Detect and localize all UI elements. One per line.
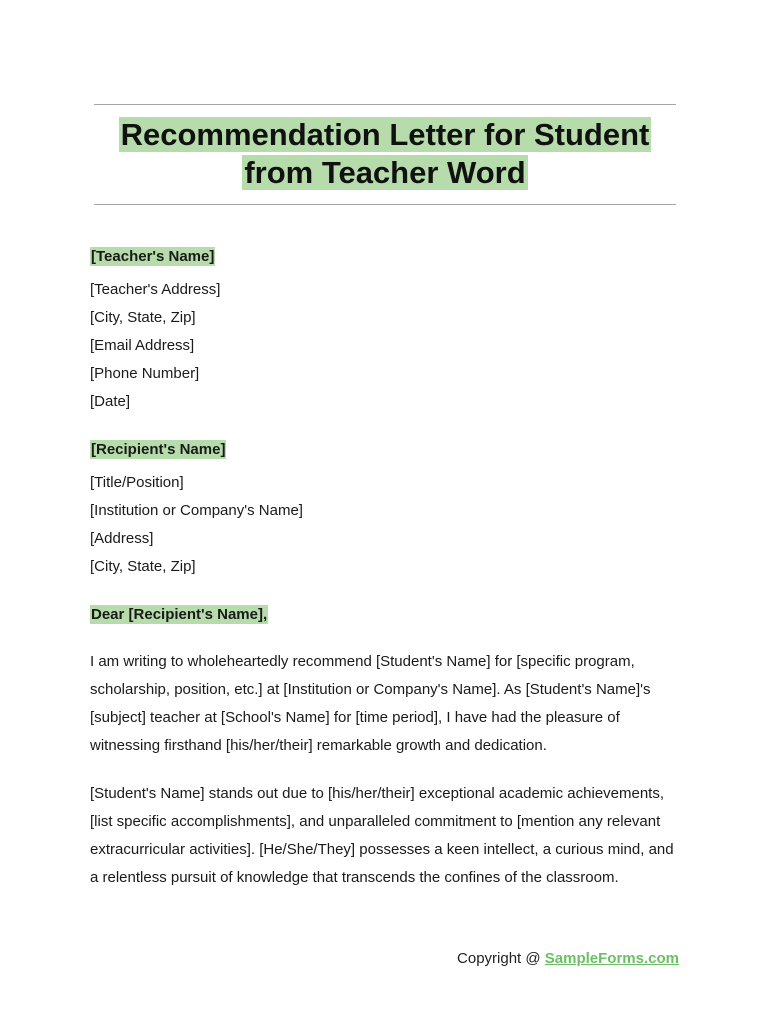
title-line-1: Recommendation Letter for Student: [120, 117, 650, 152]
body-paragraph-2: [90, 780, 690, 892]
paragraph-line: [Student's Name] stands out due to [his/her/their] exceptional academic achievements,: [90, 785, 665, 802]
teacher-phone: [Phone Number]: [90, 365, 200, 382]
recipient-institution: [Institution or Company's Name]: [90, 502, 303, 519]
teacher-name-text: [Teacher's Name]: [91, 248, 215, 265]
copyright-text: Copyright @: [457, 950, 545, 967]
sampleforms-link[interactable]: SampleForms.com: [544, 950, 679, 967]
teacher-address: [Teacher's Address]: [90, 281, 221, 298]
paragraph-line: [subject] teacher at [School's Name] for [time period], I have had the pleasure of: [90, 709, 620, 726]
paragraph-line: witnessing firsthand [his/her/their] remarkable growth and dedication.: [90, 737, 547, 754]
top-divider: [94, 104, 676, 105]
page-title: [0, 116, 770, 192]
paragraph-line: I am writing to wholeheartedly recommend [Student's Name] for [specific program,: [90, 653, 635, 670]
recipient-name: [90, 441, 226, 459]
paragraph-line: extracurricular activities]. [He/She/They] possesses a keen intellect, a curious mind, and: [90, 841, 674, 858]
recipient-name-text: [Recipient's Name]: [91, 441, 226, 458]
teacher-name: [90, 248, 215, 266]
recipient-address: [Address]: [90, 530, 154, 547]
recipient-city-state-zip: [City, State, Zip]: [90, 558, 196, 575]
bottom-divider: [94, 204, 676, 205]
paragraph-line: a relentless pursuit of knowledge that transcends the confines of the classroom.: [90, 869, 619, 886]
body-paragraph-1: [90, 648, 690, 760]
teacher-email: [Email Address]: [90, 337, 195, 354]
salutation-text: Dear [Recipient's Name],: [91, 606, 268, 623]
letter-date: [Date]: [90, 393, 131, 410]
teacher-city-state-zip: [City, State, Zip]: [90, 309, 196, 326]
paragraph-line: scholarship, position, etc.] at [Institution or Company's Name]. As [Student's Name]'s: [90, 681, 651, 698]
salutation: [90, 606, 268, 624]
paragraph-line: [list specific accomplishments], and unparalleled commitment to [mention any relevant: [90, 813, 661, 830]
title-line-2: from Teacher Word: [244, 155, 526, 190]
copyright-footer: [457, 948, 679, 970]
recipient-title: [Title/Position]: [90, 474, 184, 491]
